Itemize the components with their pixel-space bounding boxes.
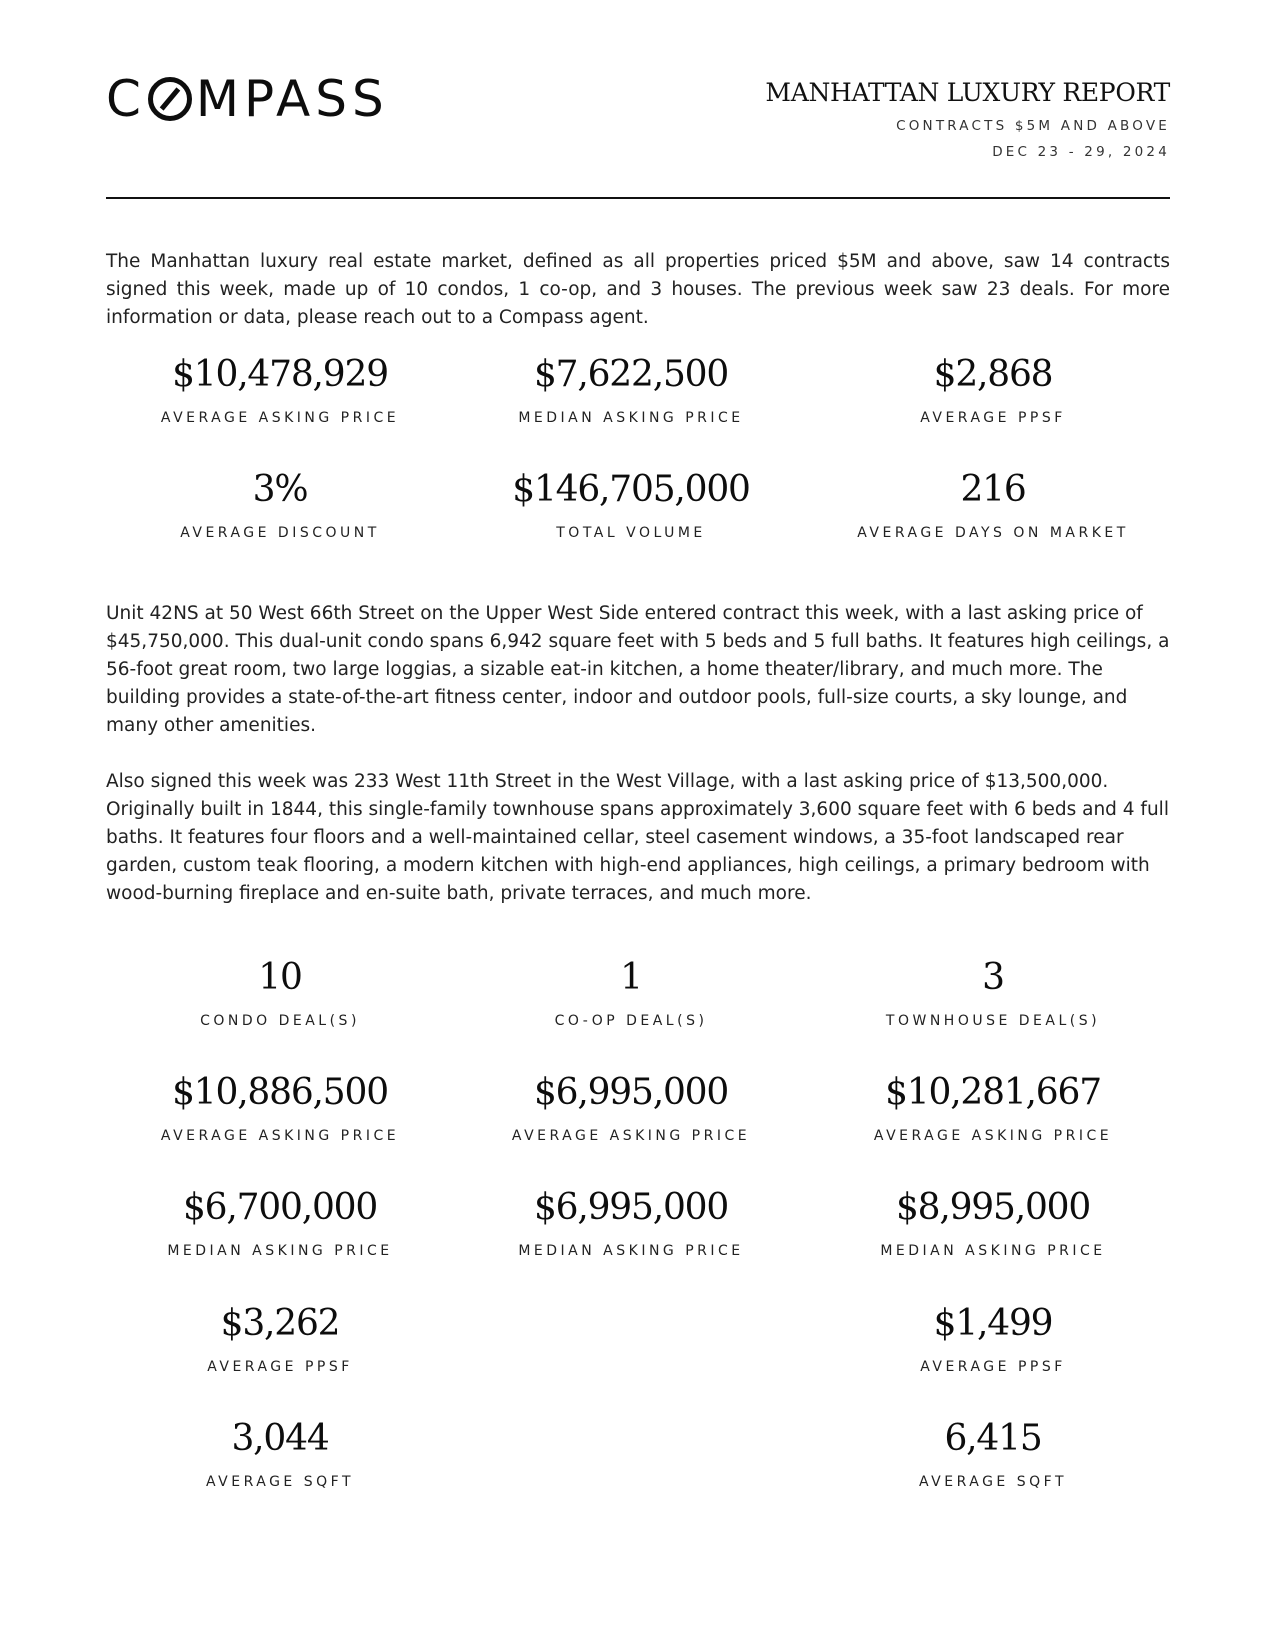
stat-value: $2,868 <box>933 354 1053 395</box>
townhouse-deals <box>813 956 1173 1030</box>
condo-average-asking-price <box>100 1071 460 1145</box>
stat-median-asking-price <box>451 353 811 427</box>
logo-letter-c: C <box>106 70 146 128</box>
stat-total-volume <box>451 468 811 542</box>
stat-value: 1 <box>620 957 642 998</box>
condo-median-asking-price <box>100 1186 460 1260</box>
townhouse-average-asking-price <box>813 1071 1173 1145</box>
stat-value: 6,415 <box>944 1418 1042 1459</box>
stat-value: $10,886,500 <box>172 1072 388 1113</box>
highlight-paragraph-2: Also signed this week was 233 West 11th Street in the West Village, with a last asking price of $13,500,000. Originally built in 1844, this single-family townhouse spans approximately 3,600 square feet with 6 beds and 4 full baths. It features four floors and a well-maintained cellar, steel casement windows, a 35-foot landscaped rear garden, custom teak flooring, a modern kitchen with high-end appliances, high ceilings, a primary bedroom with wood-burning fireplace and en-suite bath, private terraces, and much more. <box>106 771 1169 904</box>
stat-label: CONDO DEAL(S) <box>200 1013 360 1029</box>
stat-label: AVERAGE ASKING PRICE <box>160 1128 400 1144</box>
stat-value: $6,995,000 <box>533 1187 729 1228</box>
stat-average-asking-price <box>100 353 460 427</box>
stat-value: $6,995,000 <box>533 1072 729 1113</box>
stat-label: AVERAGE DAYS ON MARKET <box>857 525 1129 541</box>
compass-o-icon <box>148 77 192 121</box>
stat-value: $10,478,929 <box>172 354 388 395</box>
stat-label: CO-OP DEAL(S) <box>554 1013 708 1029</box>
stat-label: AVERAGE SQFT <box>205 1474 354 1490</box>
stat-label: AVERAGE DISCOUNT <box>180 525 380 541</box>
stat-value: 10 <box>258 957 302 998</box>
stat-label: AVERAGE PPSF <box>207 1359 353 1375</box>
stat-label: MEDIAN ASKING PRICE <box>880 1243 1106 1259</box>
stat-value: 216 <box>960 469 1026 510</box>
stat-label: MEDIAN ASKING PRICE <box>167 1243 393 1259</box>
stat-value: $1,499 <box>933 1303 1053 1344</box>
compass-logo <box>106 70 389 128</box>
stat-value: $10,281,667 <box>885 1072 1101 1113</box>
header-divider <box>106 197 1170 199</box>
stat-label: AVERAGE ASKING PRICE <box>160 410 400 426</box>
stat-label: AVERAGE PPSF <box>920 1359 1066 1375</box>
townhouse-average-ppsf <box>813 1302 1173 1376</box>
stat-value: $6,700,000 <box>182 1187 378 1228</box>
condo-average-ppsf <box>100 1302 460 1376</box>
stat-value: 3 <box>982 957 1004 998</box>
stat-label: AVERAGE SQFT <box>918 1474 1067 1490</box>
stat-label: TOWNHOUSE DEAL(S) <box>885 1013 1101 1029</box>
condo-deals <box>100 956 460 1030</box>
stat-value: $3,262 <box>220 1303 340 1344</box>
townhouse-median-asking-price <box>813 1186 1173 1260</box>
stat-label: AVERAGE ASKING PRICE <box>511 1128 751 1144</box>
highlight-paragraph-1: Unit 42NS at 50 West 66th Street on the Upper West Side entered contract this week, with a last asking price of $45,750,000. This dual-unit condo spans 6,942 square feet with 5 beds and 5 full baths. It features high ceilings, a 56-foot great room, two large loggias, a sizable eat-in kitchen, a home theater/library, and much more. The building provides a state-of-the-art fitness center, indoor and outdoor pools, full-size courts, a sky lounge, and many other amenities. <box>106 603 1170 736</box>
stat-value: 3,044 <box>231 1418 329 1459</box>
stat-average-ppsf <box>813 353 1173 427</box>
stat-average-days-on-market <box>813 468 1173 542</box>
logo-letters-mpass: MPASS <box>195 70 389 128</box>
stat-label: MEDIAN ASKING PRICE <box>518 1243 744 1259</box>
condo-average-sqft <box>100 1417 460 1491</box>
stat-value: $146,705,000 <box>512 469 750 510</box>
intro-paragraph: The Manhattan luxury real estate market, defined as all properties priced $5M and above, saw 14 contracts signed this week, made up of 10 condos, 1 co-op, and 3 houses. The previous week saw 23 deals. For more information or data, please reach out to a Compass agent. <box>106 251 1170 328</box>
coop-median-asking-price <box>451 1186 811 1260</box>
coop-average-asking-price <box>451 1071 811 1145</box>
report-subtitle: CONTRACTS $5M AND ABOVE <box>896 118 1170 134</box>
townhouse-average-sqft <box>813 1417 1173 1491</box>
stat-label: MEDIAN ASKING PRICE <box>518 410 744 426</box>
stat-label: TOTAL VOLUME <box>556 525 706 541</box>
stat-value: $8,995,000 <box>895 1187 1091 1228</box>
stat-label: AVERAGE ASKING PRICE <box>873 1128 1113 1144</box>
coop-deals <box>451 956 811 1030</box>
report-title: MANHATTAN LUXURY REPORT <box>765 78 1170 107</box>
stat-average-discount <box>100 468 460 542</box>
report-header <box>765 78 1170 161</box>
stat-value: $7,622,500 <box>533 354 729 395</box>
report-date: DEC 23 - 29, 2024 <box>992 144 1170 160</box>
stat-label: AVERAGE PPSF <box>920 410 1066 426</box>
stat-value: 3% <box>252 469 308 510</box>
